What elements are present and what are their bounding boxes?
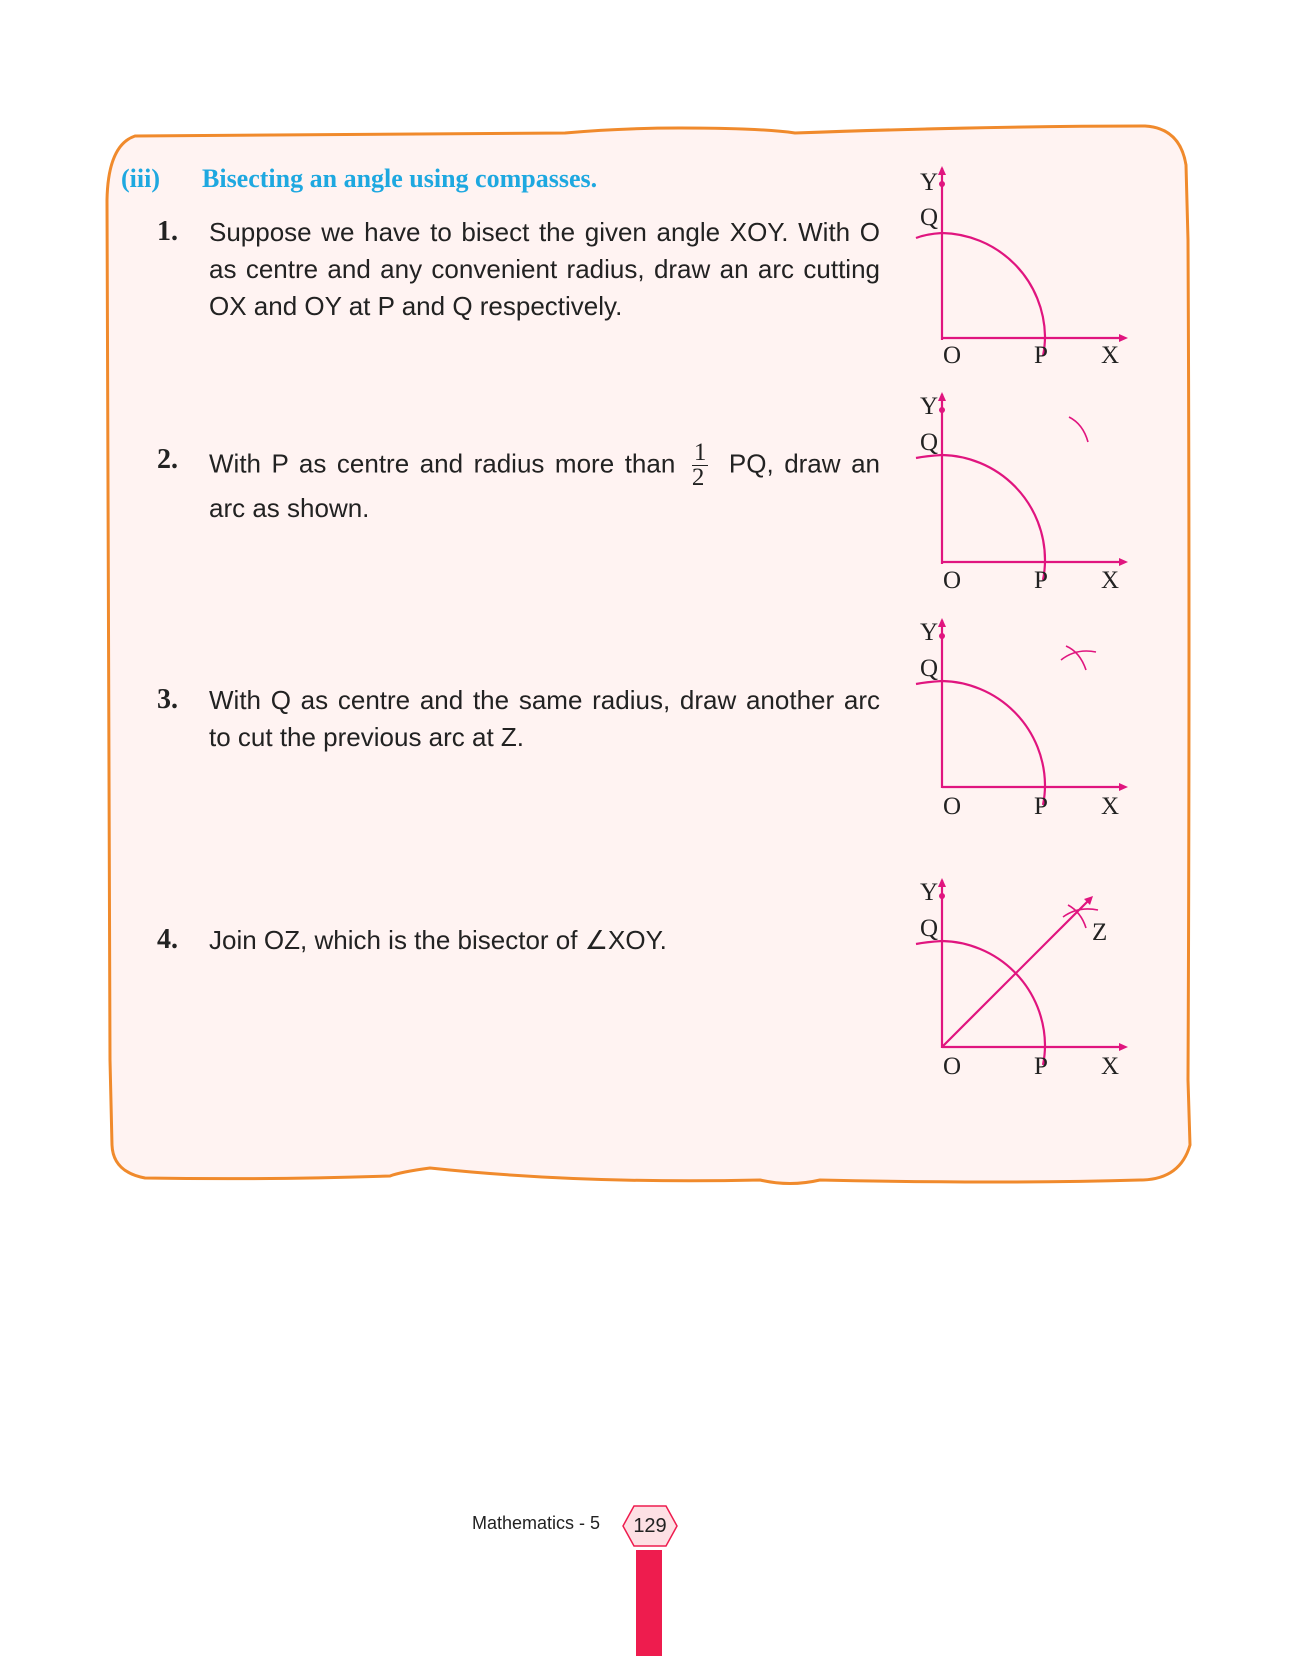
- section-title: Bisecting an angle using compasses.: [202, 164, 598, 193]
- label-q: Q: [920, 915, 939, 942]
- label-x: X: [1101, 793, 1120, 820]
- label-y: Y: [920, 879, 939, 906]
- page-color-bar: [636, 1550, 662, 1656]
- diagram-step-4: [908, 872, 1138, 1082]
- step-text: [209, 441, 880, 527]
- step-text: Join OZ, which is the bisector of ∠XOY.: [209, 925, 667, 955]
- label-x: X: [1101, 342, 1120, 369]
- label-o: O: [943, 1053, 962, 1080]
- step-number: 4.: [157, 924, 178, 955]
- label-x: X: [1101, 567, 1120, 594]
- label-o: O: [943, 567, 962, 594]
- axis-arrows: [938, 878, 1128, 1051]
- step-text-before: With P as centre and radius more than: [209, 448, 676, 479]
- bisector-oz: [942, 900, 1089, 1047]
- label-y: Y: [920, 393, 939, 420]
- arc-from-p: [1066, 646, 1086, 670]
- label-p: P: [1034, 342, 1048, 369]
- label-q: Q: [920, 429, 939, 456]
- section-label: (iii): [121, 164, 160, 193]
- footer-subject: Mathematics - 5: [472, 1513, 601, 1533]
- diagram-step-1: [908, 160, 1138, 370]
- label-z: Z: [1092, 919, 1108, 946]
- arc-from-p: [1069, 417, 1088, 442]
- fraction: [692, 441, 709, 490]
- diagram-step-3: [908, 612, 1138, 822]
- step-number: 3.: [157, 684, 178, 715]
- label-q: Q: [920, 204, 939, 231]
- step-text: With Q as centre and the same radius, draw another arc to cut the previous arc at Z.: [209, 685, 880, 752]
- fraction-denominator: 2: [691, 464, 705, 491]
- label-o: O: [943, 793, 962, 820]
- label-p: P: [1034, 567, 1048, 594]
- step-text: Suppose we have to bisect the given angle XOY. With O as centre and any convenient radius, draw an arc cutting OX and OY at P and Q respectively.: [209, 217, 880, 321]
- label-y: Y: [920, 619, 939, 646]
- label-y: Y: [920, 169, 939, 196]
- label-x: X: [1101, 1053, 1120, 1080]
- diagram-step-2: [908, 386, 1138, 596]
- label-o: O: [943, 342, 962, 369]
- label-p: P: [1034, 793, 1048, 820]
- fraction-numerator: 1: [693, 439, 707, 466]
- step-text-after: PQ, draw an arc as shown.: [209, 448, 880, 523]
- axis-arrows: [938, 166, 1128, 342]
- step-number: 2.: [157, 444, 178, 475]
- label-p: P: [1034, 1053, 1048, 1080]
- axis-arrows: [938, 392, 1128, 566]
- step-number: 1.: [157, 216, 178, 247]
- page-number: 129: [633, 1515, 667, 1537]
- label-q: Q: [920, 655, 939, 682]
- axis-arrows: [938, 618, 1128, 791]
